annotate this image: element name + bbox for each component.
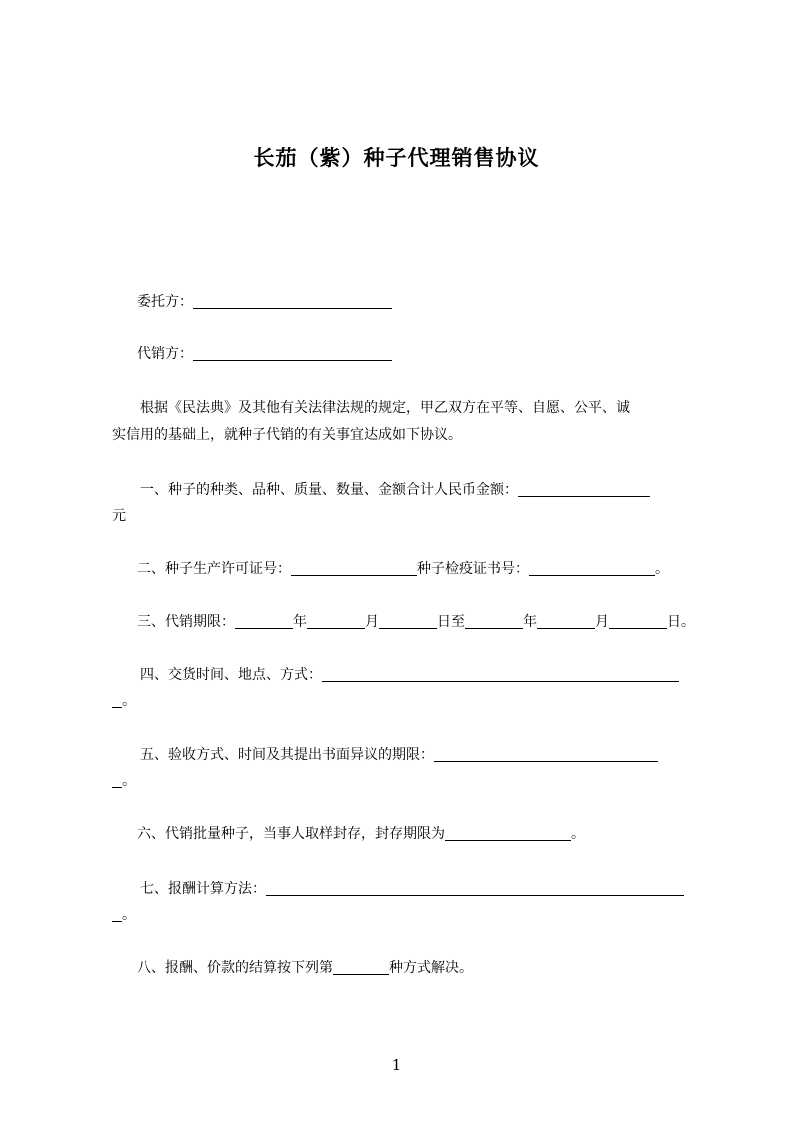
clause-8-text: 八、报酬、价款的结算按下列第 — [137, 960, 333, 976]
clause-5-end: 。 — [122, 773, 136, 789]
clause-4-tail — [112, 689, 704, 714]
clause-3 — [137, 610, 729, 635]
clause-4-end: 。 — [122, 693, 136, 709]
clause-6-end: 。 — [571, 826, 585, 842]
amount-blank[interactable] — [518, 481, 650, 497]
quarantine-blank[interactable] — [529, 560, 655, 576]
clause-1-text: 一、种子的种类、品种、质量、数量、金额合计人民币金额： — [140, 482, 518, 498]
clause-3-text: 三、代销期限： — [137, 614, 235, 630]
fee-method-blank-cont[interactable] — [112, 906, 122, 922]
clause-1 — [140, 478, 732, 503]
clause-6 — [137, 822, 729, 847]
client-blank[interactable] — [193, 293, 392, 309]
clause-7 — [140, 877, 732, 902]
agent-blank[interactable] — [193, 345, 392, 361]
clause-1-tail: 元 — [112, 508, 126, 524]
end-month-blank[interactable] — [537, 613, 595, 629]
clause-3-month-2: 月 — [595, 614, 609, 630]
clause-4 — [140, 663, 732, 688]
clause-6-text: 六、代销批量种子，当事人取样封存，封存期限为 — [137, 826, 445, 842]
start-year-blank[interactable] — [235, 613, 293, 629]
settlement-choice-blank[interactable] — [333, 959, 389, 975]
clause-2-end: 。 — [655, 561, 669, 577]
seal-period-blank[interactable] — [445, 825, 571, 841]
delivery-blank-cont[interactable] — [112, 692, 122, 708]
agent-line — [137, 342, 729, 367]
clause-7-end: 。 — [122, 907, 136, 923]
clause-7-tail — [112, 903, 704, 928]
clause-4-text: 四、交货时间、地点、方式： — [140, 667, 322, 683]
document-title: 长茄（紫）种子代理销售协议 — [253, 146, 540, 170]
clause-2 — [137, 557, 729, 582]
end-day-blank[interactable] — [609, 613, 667, 629]
clause-3-year-2: 年 — [523, 614, 537, 630]
clause-2-text: 二、种子生产许可证号： — [137, 561, 291, 577]
license-blank[interactable] — [291, 560, 417, 576]
delivery-blank[interactable] — [322, 666, 679, 682]
start-day-blank[interactable] — [379, 613, 437, 629]
intro-line-1: 根据《民法典》及其他有关法律法规的规定，甲乙双方在平等、自愿、公平、诚 — [140, 400, 630, 416]
clause-5 — [140, 743, 732, 768]
clause-2-mid: 种子检疫证书号： — [417, 561, 529, 577]
clause-3-day-to: 日至 — [437, 614, 465, 630]
client-line — [137, 290, 729, 315]
inspection-blank[interactable] — [434, 746, 658, 762]
clause-8-end: 种方式解决。 — [389, 960, 473, 976]
clause-5-text: 五、验收方式、时间及其提出书面异议的期限： — [140, 747, 434, 763]
clause-5-tail — [112, 769, 704, 794]
inspection-blank-cont[interactable] — [112, 772, 122, 788]
client-label: 委托方： — [137, 294, 193, 310]
page-number: 1 — [391, 1056, 402, 1074]
clause-7-text: 七、报酬计算方法： — [140, 881, 266, 897]
agent-label: 代销方： — [137, 346, 193, 362]
clause-3-month-1: 月 — [365, 614, 379, 630]
fee-method-blank[interactable] — [266, 880, 684, 896]
start-month-blank[interactable] — [307, 613, 365, 629]
intro-line-2: 实信用的基础上，就种子代销的有关事宜达成如下协议。 — [112, 427, 462, 443]
end-year-blank[interactable] — [465, 613, 523, 629]
clause-3-year-1: 年 — [293, 614, 307, 630]
clause-8 — [137, 956, 729, 981]
clause-3-day: 日。 — [667, 614, 695, 630]
